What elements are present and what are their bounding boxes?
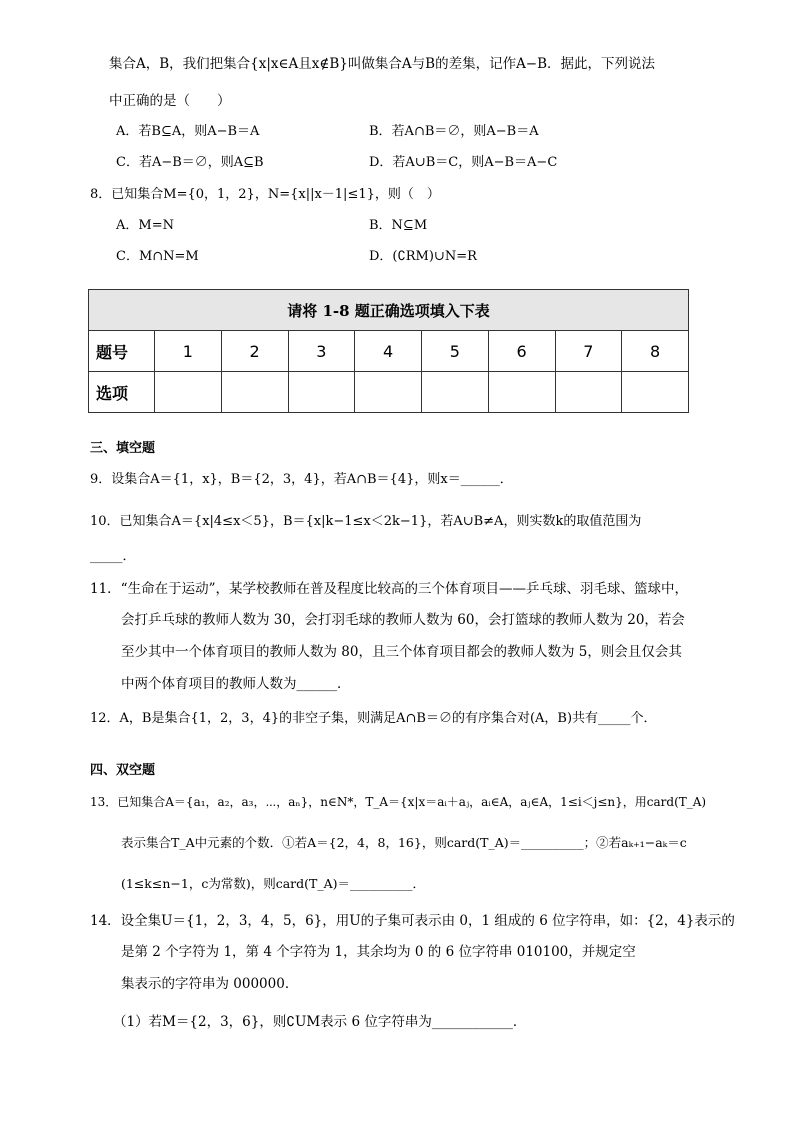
q7-line2: 中正确的是（ ） bbox=[109, 93, 231, 109]
q8-option-a: A．M=N bbox=[116, 218, 174, 233]
answer-cell[interactable] bbox=[221, 372, 288, 413]
q11-line4: 中两个体育项目的教师人数为______． bbox=[121, 676, 351, 692]
question-number-cell: 1 bbox=[155, 331, 222, 372]
q7-line1: 集合A，B，我们把集合{x|x∈A且x∉B}叫做集合A与B的差集，记作A−B．据此，下列说法 bbox=[109, 56, 656, 72]
q12: 12．A，B是集合{1，2，3，4}的非空子集，则满足A∩B＝∅的有序集合对(A，B)共有_____个． bbox=[90, 711, 657, 726]
question-number-cell: 4 bbox=[355, 331, 422, 372]
answer-cell[interactable] bbox=[355, 372, 422, 413]
q7-option-d: D．若A∪B＝C，则A−B＝A−C bbox=[369, 155, 558, 170]
answer-cell[interactable] bbox=[555, 372, 622, 413]
q14-line3: 集表示的字符串为 000000． bbox=[121, 976, 299, 992]
q10-line2: _____． bbox=[90, 549, 136, 564]
question-number-cell: 5 bbox=[422, 331, 489, 372]
row-label-option: 选项 bbox=[89, 372, 155, 413]
q7-option-b: B．若A∩B＝∅，则A−B＝A bbox=[369, 124, 539, 139]
q11-line2: 会打乒乓球的教师人数为 30，会打羽毛球的教师人数为 60，会打篮球的教师人数为 20，若会 bbox=[121, 612, 685, 628]
q7-option-a: A．若B⊆A，则A−B＝A bbox=[116, 124, 260, 139]
row-label-number: 题号 bbox=[89, 331, 155, 372]
q11-line1: 11．“生命在于运动”，某学校教师在普及程度比较高的三个体育项目——乒乓球、羽毛球、篮球中， bbox=[90, 581, 688, 597]
q14-sub1: （1）若M＝{2，3，6}，则∁UM表示 6 位字符串为____________． bbox=[113, 1014, 527, 1030]
section4-heading: 四、双空题 bbox=[90, 763, 156, 778]
q13-line2: 表示集合T_A中元素的个数．①若A＝{2，4，8，16}，则card(T_A)＝__________；②若aₖ₊₁−aₖ＝c bbox=[121, 835, 687, 850]
question-number-cell: 2 bbox=[221, 331, 288, 372]
q13-line1: 13．已知集合A＝{a₁，a₂，a₃，⋯，aₙ}，n∈N*，T_A＝{x|x＝aᵢ＋aⱼ，aᵢ∈A，aⱼ∈A，1≤i＜j≤n}，用card(T_A) bbox=[90, 795, 707, 809]
q9: 9．设集合A＝{1，x}，B＝{2，3，4}，若A∩B＝{4}，则x＝______． bbox=[90, 472, 513, 487]
q13-line3: (1≤k≤n−1，c为常数)，则card(T_A)＝__________． bbox=[121, 876, 426, 891]
q7-option-c: C．若A−B＝∅，则A⊆B bbox=[116, 155, 264, 170]
question-number-cell: 3 bbox=[288, 331, 355, 372]
answer-cell[interactable] bbox=[155, 372, 222, 413]
question-number-cell: 8 bbox=[622, 331, 689, 372]
answer-table bbox=[88, 289, 689, 413]
q8-option-c: C．M∩N=M bbox=[116, 249, 199, 264]
answer-table-title: 请将 1-8 题正确选项填入下表 bbox=[89, 290, 689, 331]
question-number-cell: 7 bbox=[555, 331, 622, 372]
question-number-cell: 6 bbox=[488, 331, 555, 372]
q11-line3: 至少其中一个体育项目的教师人数为 80，且三个体育项目都会的教师人数为 5，则会且仅会其 bbox=[121, 644, 682, 660]
answer-cell[interactable] bbox=[288, 372, 355, 413]
answer-cell[interactable] bbox=[622, 372, 689, 413]
q14-line2: 是第 2 个字符为 1，第 4 个字符为 1，其余均为 0 的 6 位字符串 010100，并规定空 bbox=[121, 944, 636, 960]
q14-line1: 14．设全集U＝{1，2，3，4，5，6}，用U的子集可表示由 0，1 组成的 6 位字符串，如：{2，4}表示的 bbox=[90, 913, 735, 929]
q8-option-b: B．N⊆M bbox=[369, 218, 428, 233]
answer-cell[interactable] bbox=[422, 372, 489, 413]
section3-heading: 三、填空题 bbox=[90, 441, 156, 456]
q8-option-d: D．(∁RM)∪N=R bbox=[369, 249, 477, 264]
answer-cell[interactable] bbox=[488, 372, 555, 413]
q8-stem: 8．已知集合M={0，1，2}，N={x||x－1|≤1}，则（ ） bbox=[90, 187, 440, 202]
q10-line1: 10．已知集合A＝{x|4≤x＜5}，B＝{x|k−1≤x＜2k−1}，若A∪B≠A，则实数k的取值范围为 bbox=[90, 514, 642, 529]
